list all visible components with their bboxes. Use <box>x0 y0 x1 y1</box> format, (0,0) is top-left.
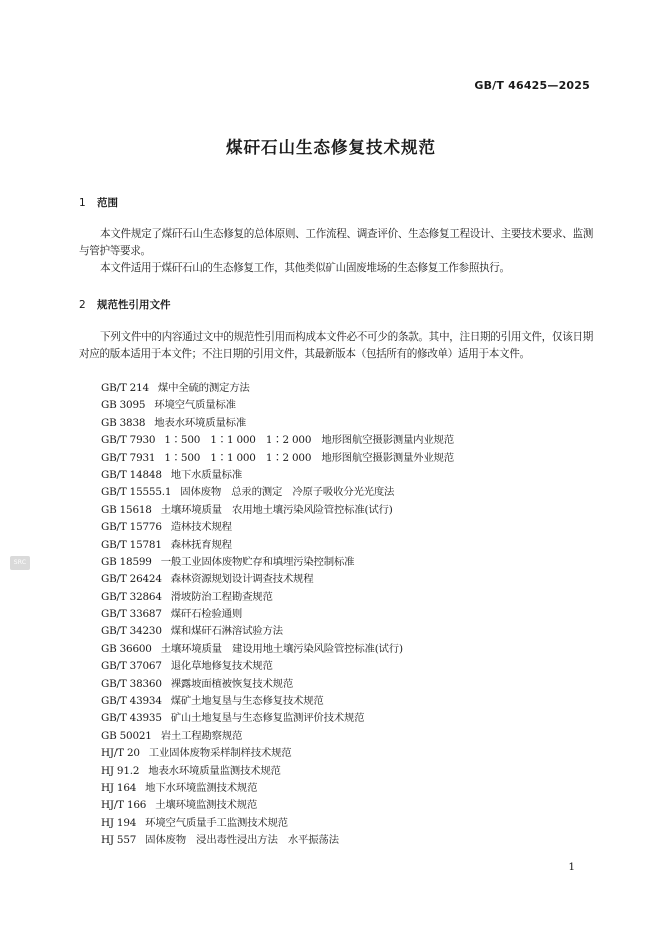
section-heading-scope <box>79 195 118 210</box>
reference-code: GB/T 37067 <box>101 660 162 673</box>
reference-code: GB/T 34230 <box>101 625 162 638</box>
reference-title: 煤矸石检验通则 <box>170 608 243 621</box>
reference-item <box>101 467 454 484</box>
reference-code: GB 3095 <box>101 399 146 412</box>
reference-code: HJ 91.2 <box>101 764 140 777</box>
reference-code: HJ/T 20 <box>101 747 140 760</box>
reference-code: HJ 557 <box>101 834 137 847</box>
reference-item <box>101 484 454 501</box>
scope-paragraph-1: 本文件规定了煤矸石山生态修复的总体原则、工作流程、调查评价、生态修复工程设计、主要技术要求、监测与管护等要求。 <box>79 228 593 257</box>
reference-item <box>101 537 454 554</box>
reference-title: 环境空气质量手工监测技术规范 <box>145 816 288 829</box>
section-number: 2 <box>79 299 86 311</box>
reference-item <box>101 641 454 658</box>
reference-item <box>101 763 454 780</box>
reference-item <box>101 815 454 832</box>
reference-code: HJ/T 166 <box>101 799 147 812</box>
reference-item <box>101 397 454 414</box>
reference-title: 煤中全硫的测定方法 <box>157 382 250 394</box>
reference-code: GB 18599 <box>101 555 152 568</box>
reference-title: 地下水环境监测技术规范 <box>145 781 258 794</box>
reference-code: GB/T 214 <box>101 382 149 394</box>
reference-item <box>101 380 454 397</box>
scope-paragraph-2: 本文件适用于煤矸石山的生态修复工作，其他类似矿山固废堆场的生态修复工作参照执行。 <box>100 262 510 274</box>
side-watermark-logo: SRC <box>10 556 30 570</box>
reference-item <box>101 658 454 675</box>
reference-code: GB/T 38360 <box>101 677 162 690</box>
reference-code: GB/T 43934 <box>101 695 162 708</box>
document-title: 煤矸石山生态修复技术规范 <box>226 138 436 157</box>
reference-title: 煤矿土地复垦与生态修复技术规范 <box>170 695 324 708</box>
reference-item <box>101 832 454 849</box>
reference-item <box>101 693 454 710</box>
references-intro: 下列文件中的内容通过文中的规范性引用而构成本文件必不可少的条款。其中，注日期的引用文件，仅该日期对应的版本适用于本文件；不注日期的引用文件，其最新版本（包括所有的修改单）适用于本文件。 <box>79 331 593 360</box>
reference-item <box>101 554 454 571</box>
reference-item <box>101 728 454 745</box>
reference-item <box>101 502 454 519</box>
section-heading-references <box>79 297 171 312</box>
reference-item <box>101 519 454 536</box>
reference-item <box>101 589 454 606</box>
reference-code: GB/T 43935 <box>101 712 162 725</box>
reference-title: 固体废物 浸出毒性浸出方法 水平振荡法 <box>145 834 339 847</box>
reference-title: 煤和煤矸石淋溶试验方法 <box>170 625 283 638</box>
section-title: 范围 <box>97 197 118 209</box>
reference-item <box>101 797 454 814</box>
reference-title: 地表水环境质量标准 <box>154 416 247 429</box>
reference-title: 土壤环境监测技术规范 <box>155 799 258 812</box>
reference-title: 森林抚育规程 <box>170 538 232 551</box>
reference-item <box>101 415 454 432</box>
reference-item <box>101 606 454 623</box>
reference-title: 土壤环境质量 农用地土壤污染风险管控标准(试行) <box>160 503 393 516</box>
reference-code: GB/T 26424 <box>101 573 162 586</box>
page-number: 1 <box>568 861 575 873</box>
reference-title: 1∶500 1∶1 000 1∶2 000 地形图航空摄影测量内业规范 <box>164 434 454 447</box>
reference-title: 1∶500 1∶1 000 1∶2 000 地形图航空摄影测量外业规范 <box>164 451 454 464</box>
reference-title: 工业固体废物采样制样技术规范 <box>148 747 292 760</box>
reference-item <box>101 571 454 588</box>
reference-code: GB/T 32864 <box>101 590 162 603</box>
reference-code: GB/T 15781 <box>101 538 162 551</box>
reference-title: 土壤环境质量 建设用地土壤污染风险管控标准(试行) <box>160 642 403 655</box>
section-title: 规范性引用文件 <box>97 299 171 311</box>
reference-title: 矿山土地复垦与生态修复监测评价技术规范 <box>170 712 365 725</box>
reference-code: GB/T 15555.1 <box>101 486 172 499</box>
reference-code: GB/T 33687 <box>101 608 162 621</box>
reference-item <box>101 450 454 467</box>
reference-item <box>101 623 454 640</box>
reference-code: GB 50021 <box>101 729 152 742</box>
reference-code: GB/T 14848 <box>101 468 162 481</box>
reference-title: 滑坡防治工程勘查规范 <box>170 590 273 603</box>
reference-code: HJ 164 <box>101 781 137 794</box>
reference-item <box>101 676 454 693</box>
reference-code: GB/T 7930 <box>101 434 156 447</box>
reference-title: 环境空气质量标准 <box>154 399 236 412</box>
standard-number: GB/T 46425—2025 <box>474 79 590 92</box>
section-number: 1 <box>79 197 86 209</box>
reference-title: 地下水质量标准 <box>170 468 243 481</box>
reference-title: 裸露坡面植被恢复技术规范 <box>170 677 294 690</box>
reference-code: GB/T 15776 <box>101 521 162 534</box>
reference-title: 退化草地修复技术规范 <box>170 660 273 673</box>
reference-title: 一般工业固体废物贮存和填埋污染控制标准 <box>160 555 355 568</box>
reference-title: 固体废物 总汞的测定 冷原子吸收分光光度法 <box>180 486 395 499</box>
reference-title: 岩土工程勘察规范 <box>160 729 243 742</box>
reference-code: GB/T 7931 <box>101 451 156 464</box>
reference-title: 造林技术规程 <box>170 521 232 534</box>
reference-code: GB 3838 <box>101 416 146 429</box>
reference-item <box>101 432 454 449</box>
reference-item <box>101 780 454 797</box>
reference-code: HJ 194 <box>101 816 137 829</box>
reference-code: GB 15618 <box>101 503 152 516</box>
reference-item <box>101 710 454 727</box>
reference-item <box>101 745 454 762</box>
reference-list <box>101 380 454 850</box>
reference-code: GB 36600 <box>101 642 152 655</box>
reference-title: 地表水环境质量监测技术规范 <box>148 764 281 777</box>
reference-title: 森林资源规划设计调查技术规程 <box>170 573 314 586</box>
